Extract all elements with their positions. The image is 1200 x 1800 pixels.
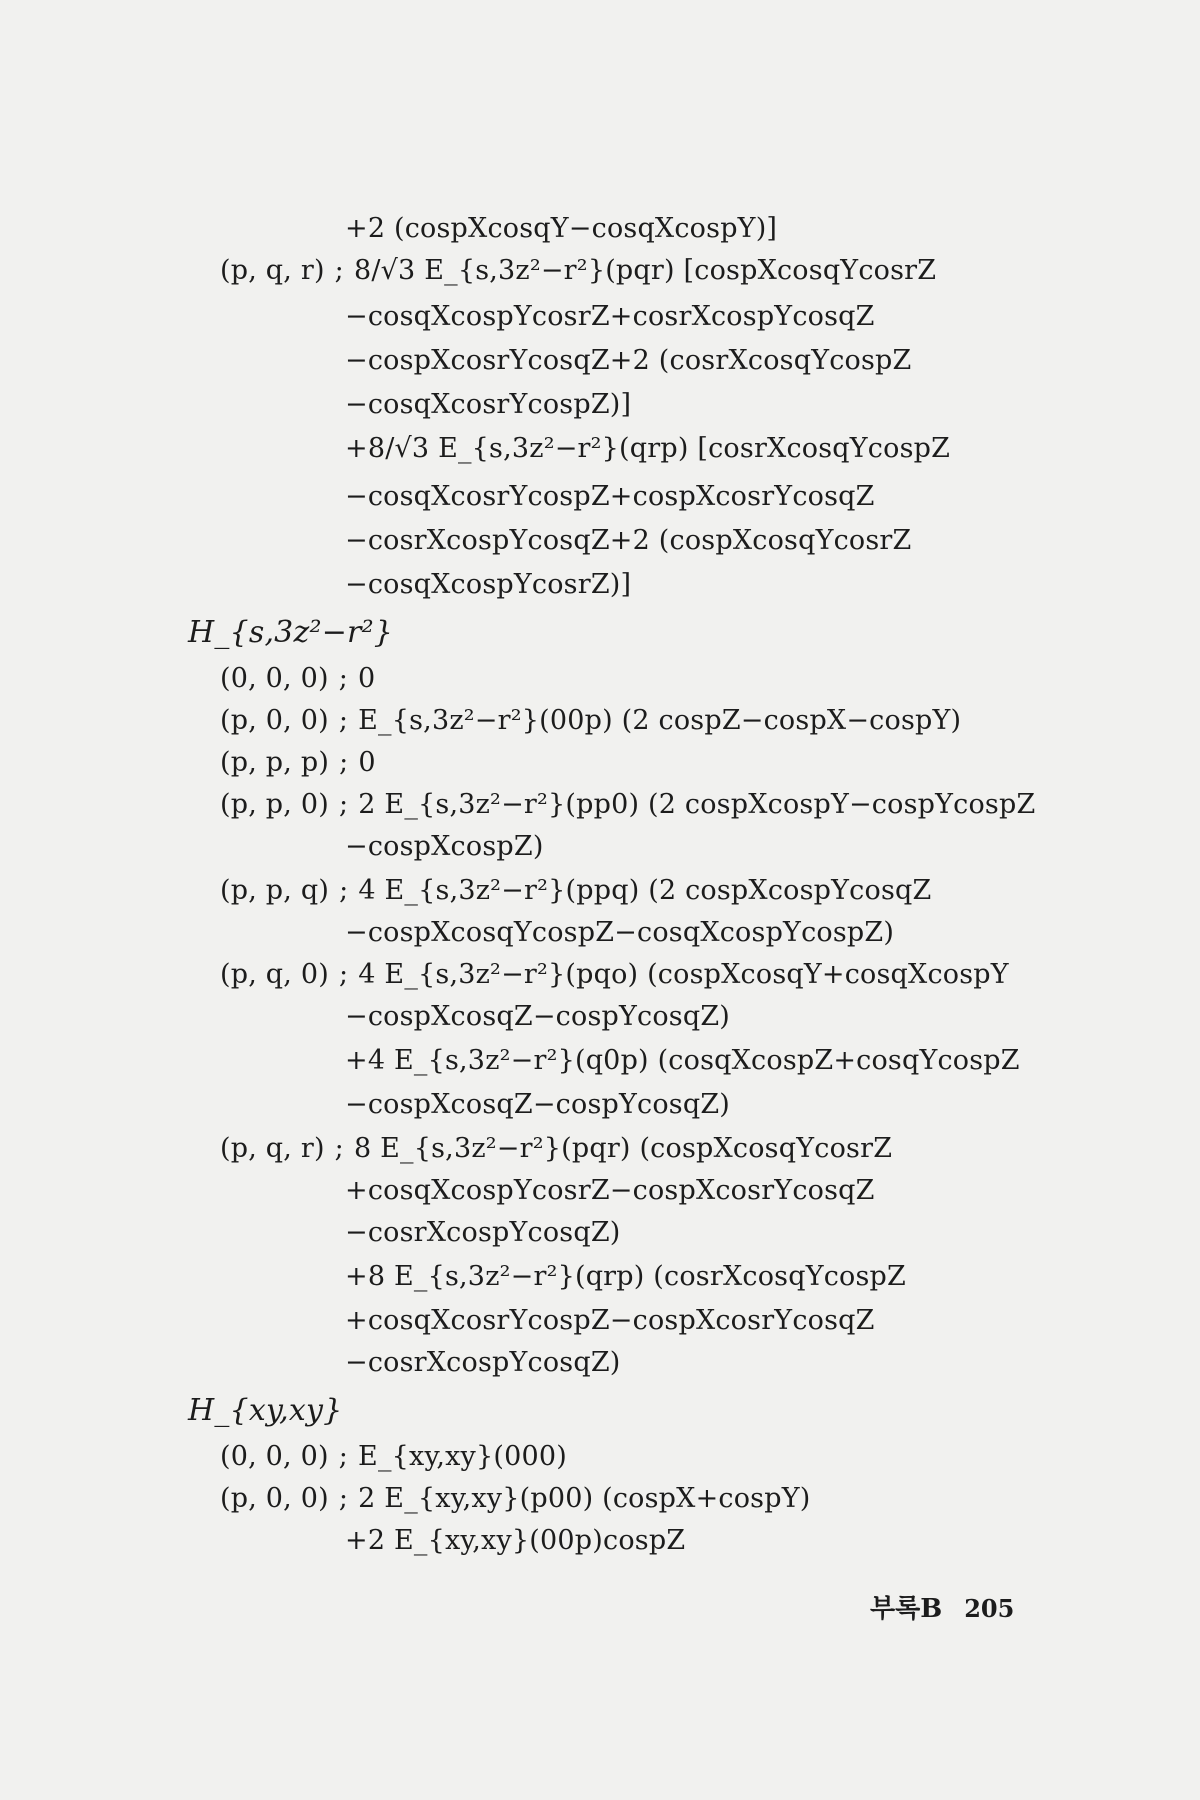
equation-line: (p, 0, 0) ; 2 E_{xy,xy}(p00) (cospX+cospY): [220, 1483, 811, 1514]
equation-line: +cosqXcospYcosrZ−cospXcosrYcosqZ: [345, 1175, 875, 1206]
separator: ;: [334, 255, 344, 286]
separator: ;: [338, 789, 349, 820]
separator: ;: [338, 959, 349, 990]
equation-line: −cosqXcospYcosrZ+cosrXcospYcosqZ: [345, 301, 875, 332]
section-heading: H_{xy,xy}: [188, 1393, 343, 1428]
equation-line: −cosrXcospYcosqZ+2 (cospXcosqYcosrZ: [345, 525, 912, 556]
equation-line: −cospXcosqZ−cospYcosqZ): [345, 1089, 731, 1120]
equation-line: (p, 0, 0) ; E_{s,3z²−r²}(00p) (2 cospZ−cospX−cospY): [220, 705, 962, 736]
coordinate-label: (p, 0, 0): [220, 705, 329, 736]
equation-line: −cosqXcosrYcospZ)]: [345, 389, 632, 420]
equation-line: (p, q, r) ; 8/√3 E_{s,3z²−r²}(pqr) [cospXcosqYcosrZ: [220, 255, 937, 286]
page-footer: [870, 1588, 1014, 1625]
equation-line: +cosqXcosrYcospZ−cospXcosrYcosqZ: [345, 1305, 875, 1336]
coordinate-label: (p, q, r): [220, 255, 325, 286]
equation-line: (p, q, 0) ; 4 E_{s,3z²−r²}(pqo) (cospXcosqY+cosqXcospY: [220, 959, 1009, 990]
separator: ;: [334, 1133, 344, 1164]
equation-line: +2 E_{xy,xy}(00p)cospZ: [345, 1525, 686, 1556]
coordinate-label: (p, p, 0): [220, 789, 329, 820]
separator: ;: [338, 705, 349, 736]
coordinate-label: (p, q, r): [220, 1133, 325, 1164]
equation-line: (p, q, r) ; 8 E_{s,3z²−r²}(pqr) (cospXcosqYcosrZ: [220, 1133, 893, 1164]
equation-line: +8 E_{s,3z²−r²}(qrp) (cosrXcosqYcospZ: [345, 1261, 907, 1292]
coordinate-label: (p, 0, 0): [220, 1483, 329, 1514]
equation-line: (0, 0, 0) ; 0: [220, 663, 376, 694]
equation-line: −cospXcosrYcosqZ+2 (cosrXcosqYcospZ: [345, 345, 912, 376]
equation-line: (0, 0, 0) ; E_{xy,xy}(000): [220, 1441, 567, 1472]
equation-line: −cosrXcospYcosqZ): [345, 1347, 621, 1378]
equation-line: −cospXcosqZ−cospYcosqZ): [345, 1001, 731, 1032]
equation-line: (p, p, p) ; 0: [220, 747, 376, 778]
equation-line: +4 E_{s,3z²−r²}(q0p) (cosqXcospZ+cosqYcospZ: [345, 1045, 1020, 1076]
separator: ;: [338, 1483, 349, 1514]
equation-line: −cospXcospZ): [345, 831, 544, 862]
page-number: 205: [964, 1594, 1015, 1623]
coordinate-label: (0, 0, 0): [220, 663, 329, 694]
coordinate-label: (p, p, q): [220, 875, 330, 906]
separator: ;: [338, 663, 349, 694]
equation-line: (p, p, q) ; 4 E_{s,3z²−r²}(ppq) (2 cospXcospYcosqZ: [220, 875, 932, 906]
equation-line: +8/√3 E_{s,3z²−r²}(qrp) [cosrXcosqYcospZ: [345, 433, 951, 464]
equation-line: −cosrXcospYcosqZ): [345, 1217, 621, 1248]
coordinate-label: (0, 0, 0): [220, 1441, 329, 1472]
equation-line: −cosqXcospYcosrZ)]: [345, 569, 632, 600]
separator: ;: [338, 1441, 349, 1472]
coordinate-label: (p, q, 0): [220, 959, 329, 990]
equation-line: −cosqXcosrYcospZ+cospXcosrYcosqZ: [345, 481, 875, 512]
equation-line: (p, p, 0) ; 2 E_{s,3z²−r²}(pp0) (2 cospXcospY−cospYcospZ: [220, 789, 1036, 820]
section-heading: H_{s,3z²−r²}: [188, 615, 394, 650]
equation-line: −cospXcosqYcospZ−cosqXcospYcospZ): [345, 917, 895, 948]
coordinate-label: (p, p, p): [220, 747, 330, 778]
equation-line: +2 (cospXcosqY−cosqXcospY)]: [345, 213, 778, 244]
separator: ;: [339, 747, 349, 778]
appendix-label: 부록B: [870, 1594, 943, 1624]
separator: ;: [339, 875, 349, 906]
